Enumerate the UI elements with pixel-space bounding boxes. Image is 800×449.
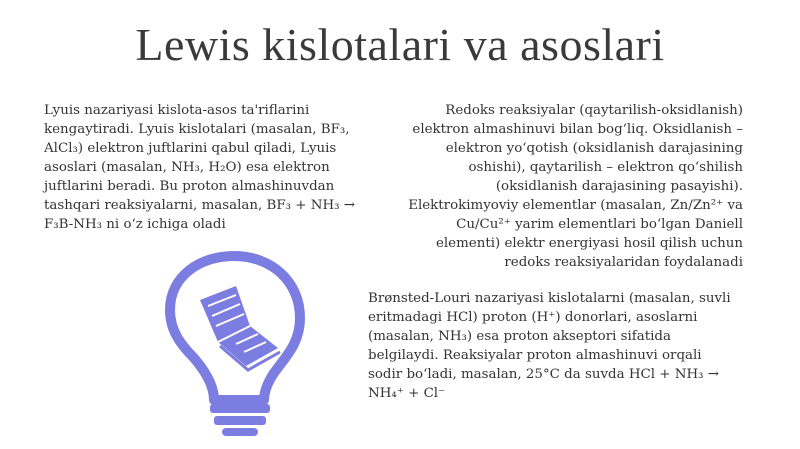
redox-paragraph: Redoks reaksiyalar (qaytarilish-oksidlanish) elektron almashinuvi bilan bogʻliq. Oksidlanish – elektron yoʻqotish (oksidlanish darajasining oshishi), qaytarilish – elektron qoʻshilish (oksidlanish darajasining pasayishi). Elektrokimyoviy elementlar (masalan, Zn/Zn²⁺ va Cu/Cu²⁺ yarim elementlari boʻlgan Daniell elementi) elektr energiyasi hosil qilish uchun redoks reaksiyalaridan foydalanadi <box>408 103 743 270</box>
lewis-paragraph: Lyuis nazariyasi kislota-asos ta'riflarini kengaytiradi. Lyuis kislotalari (masalan, BF₃, AlCl₃) elektron juftlarini qabul qiladi, Lyuis asoslari (masalan, NH₃, H₂O) esa elektron juftlarini beradi. Bu proton almashinuvdan tashqari reaksiyalarni, masalan, BF₃ + NH₃ → F₃B-NH₃ ni oʻz ichiga oladi <box>44 103 355 232</box>
bronsted-paragraph: Brønsted-Louri nazariyasi kislotalarni (masalan, suvli eritmadagi HCl) proton (H⁺) donorlari, asoslarni (masalan, NH₃) esa proton akseptori sifatida belgilaydi. Reaksiyalar proton almashinuvi orqali sodir boʻladi, masalan, 25°C da suvda HCl + NH₃ → NH₄⁺ + Cl⁻ <box>368 291 731 401</box>
slide-title: Lewis kislotalari va asoslari <box>135 19 665 70</box>
lightbulb-book-icon <box>150 248 310 438</box>
